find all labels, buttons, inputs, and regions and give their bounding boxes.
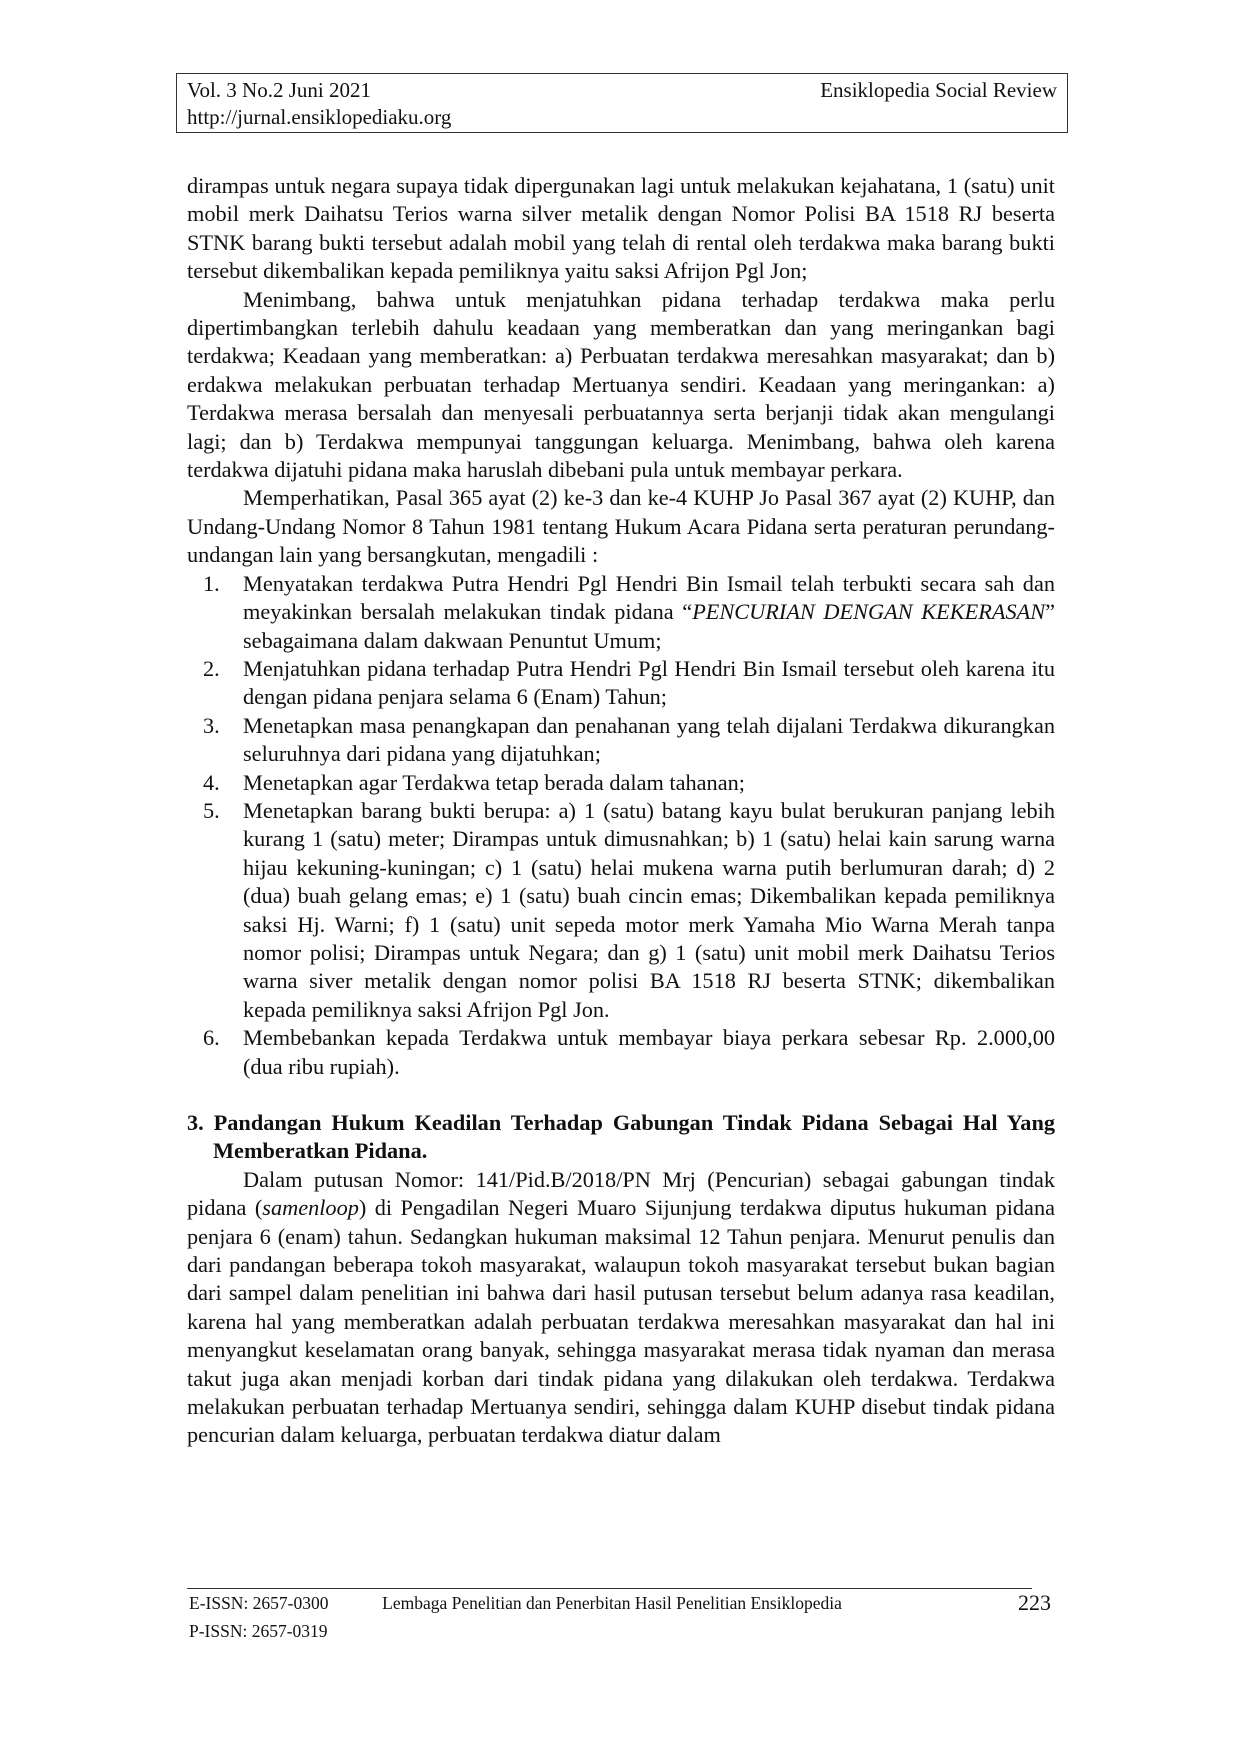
list-number: 6. <box>203 1025 220 1051</box>
verdict-item <box>187 1024 1055 1081</box>
footer-publisher: Lembaga Penelitian dan Penerbitan Hasil Penelitian Ensiklopedia <box>382 1593 842 1613</box>
verdict-text: Membebankan kepada Terdakwa untuk membayar biaya perkara sebesar Rp. 2.000,00 (dua ribu rupiah). <box>243 1025 1055 1079</box>
running-header <box>176 73 1068 133</box>
verdict-item <box>187 769 1055 797</box>
footer-divider <box>187 1588 1032 1589</box>
section-heading: 3. Pandangan Hukum Keadilan Terhadap Gabungan Tindak Pidana Sebagai Hal Yang Memberatkan Pidana. <box>187 1110 1055 1164</box>
verdict-item <box>187 570 1055 655</box>
verdict-text: Menyatakan terdakwa Putra Hendri Pgl Hendri Bin Ismail telah terbukti secara sah dan meyakinkan bersalah melakukan tindak pidana “ <box>243 570 1055 625</box>
term-samenloop: samenloop <box>262 1195 359 1221</box>
list-number: 2. <box>203 655 220 681</box>
footer-eissn: E-ISSN: 2657-0300 <box>189 1593 329 1613</box>
paragraph-putusan <box>187 1166 1055 1450</box>
article-body <box>187 172 1055 1450</box>
list-number: 4. <box>203 769 220 795</box>
verdict-offense: PENCURIAN DENGAN KEKERASAN <box>692 599 1046 625</box>
paragraph-text: Dalam putusan Nomor: 141/Pid.B/2018/PN Mrj (Pencurian) sebagai gabungan tindak pidana ( <box>187 1166 1055 1221</box>
list-number: 5. <box>203 797 220 823</box>
list-number: 1. <box>203 570 220 596</box>
verdict-text-end: ” sebagaimana dalam dakwaan Penuntut Umum; <box>243 599 1055 653</box>
verdict-text: Menjatuhkan pidana terhadap Putra Hendri Pgl Hendri Bin Ismail tersebut oleh karena itu dengan pidana penjara selama 6 (Enam) Tahun; <box>243 655 1055 710</box>
journal-volume: Vol. 3 No.2 Juni 2021 <box>187 78 371 102</box>
paragraph-memperhatikan: Memperhatikan, Pasal 365 ayat (2) ke-3 dan ke-4 KUHP Jo Pasal 367 ayat (2) KUHP, dan Undang-Undang Nomor 8 Tahun 1981 tentang Hukum Acara Pidana serta peraturan perundang-undangan lain yang bersangkutan, mengadili : <box>187 485 1055 568</box>
verdict-text: Menetapkan agar Terdakwa tetap berada dalam tahanan; <box>243 769 745 795</box>
journal-title: Ensiklopedia Social Review <box>820 78 1057 102</box>
verdict-text: Menetapkan masa penangkapan dan penahanan yang telah dijalani Terdakwa dikurangkan seluruhnya dari pidana yang dijatuhkan; <box>243 712 1055 767</box>
journal-url: http://jurnal.ensiklopediaku.org <box>187 105 452 129</box>
footer-pissn: P-ISSN: 2657-0319 <box>189 1621 328 1641</box>
paragraph-continued: dirampas untuk negara supaya tidak dipergunakan lagi untuk melakukan kejahatana, 1 (satu) unit mobil merk Daihatsu Terios warna silver metalik dengan Nomor Polisi BA 1518 RJ beserta STNK barang bukti tersebut adalah mobil yang telah di rental oleh terdakwa maka barang bukti tersebut dikembalikan kepada pemiliknya yaitu saksi Afrijon Pgl Jon; <box>187 173 1055 284</box>
verdict-item <box>187 655 1055 712</box>
verdict-item <box>187 712 1055 769</box>
paragraph-text-end: ) di Pengadilan Negeri Muaro Sijunjung terdakwa diputus hukuman pidana penjara 6 (enam) tahun. Sedangkan hukuman maksimal 12 Tahun penjara. Menurut penulis dan dari pandangan beberapa tokoh masyarakat, walaupun tokoh masyarakat tersebut bukan bagian dari sampel dalam penelitian ini bahwa dari hasil putusan tersebut belum adanya rasa keadilan, karena hal yang memberatkan adalah perbuatan terdakwa meresahkan masyarakat dan hal ini menyangkut keselamatan orang banyak, sehingga masyarakat merasa tidak nyaman dan merasa takut juga akan menjadi korban dari tindak pidana yang dilakukan oleh terdakwa. Terdakwa melakukan perbuatan terhadap Mertuanya sendiri, sehingga dalam KUHP disebut tindak pidana pencurian dalam keluarga, perbuatan terdakwa diatur dalam <box>187 1195 1055 1448</box>
paragraph-menimbang: Menimbang, bahwa untuk menjatuhkan pidana terhadap terdakwa maka perlu dipertimbangkan terlebih dahulu keadaan yang memberatkan dan yang meringankan bagi terdakwa; Keadaan yang memberatkan: a) Perbuatan terdakwa meresahkan masyarakat; dan b) erdakwa melakukan perbuatan terhadap Mertuanya sendiri. Keadaan yang meringankan: a) Terdakwa merasa bersalah dan menyesali perbuatannya serta berjanji tidak akan mengulangi lagi; dan b) Terdakwa mempunyai tanggungan keluarga. Menimbang, bahwa oleh karena terdakwa dijatuhi pidana maka haruslah dibebani pula untuk membayar perkara. <box>187 286 1055 483</box>
list-number: 3. <box>203 712 220 738</box>
page-number: 223 <box>1018 1590 1051 1615</box>
verdict-list <box>187 570 1055 1081</box>
verdict-text: Menetapkan barang bukti berupa: a) 1 (satu) batang kayu bulat berukuran panjang lebih kurang 1 (satu) meter; Dirampas untuk dimusnahkan; b) 1 (satu) helai kain sarung warna hijau kekuning-kuningan; c) 1 (satu) helai mukena warna putih berlumuran darah; d) 2 (dua) buah gelang emas; e) 1 (satu) buah cincin emas; Dikembalikan kepada pemiliknya saksi Hj. Warni; f) 1 (satu) unit sepeda motor merk Yamaha Mio Warna Merah tanpa nomor polisi; Dirampas untuk Negara; dan g) 1 (satu) unit mobil merk Daihatsu Terios warna siver metalik dengan nomor polisi BA 1518 RJ beserta STNK; dikembalikan kepada pemiliknya saksi Afrijon Pgl Jon. <box>243 797 1055 1022</box>
verdict-item <box>187 797 1055 1024</box>
